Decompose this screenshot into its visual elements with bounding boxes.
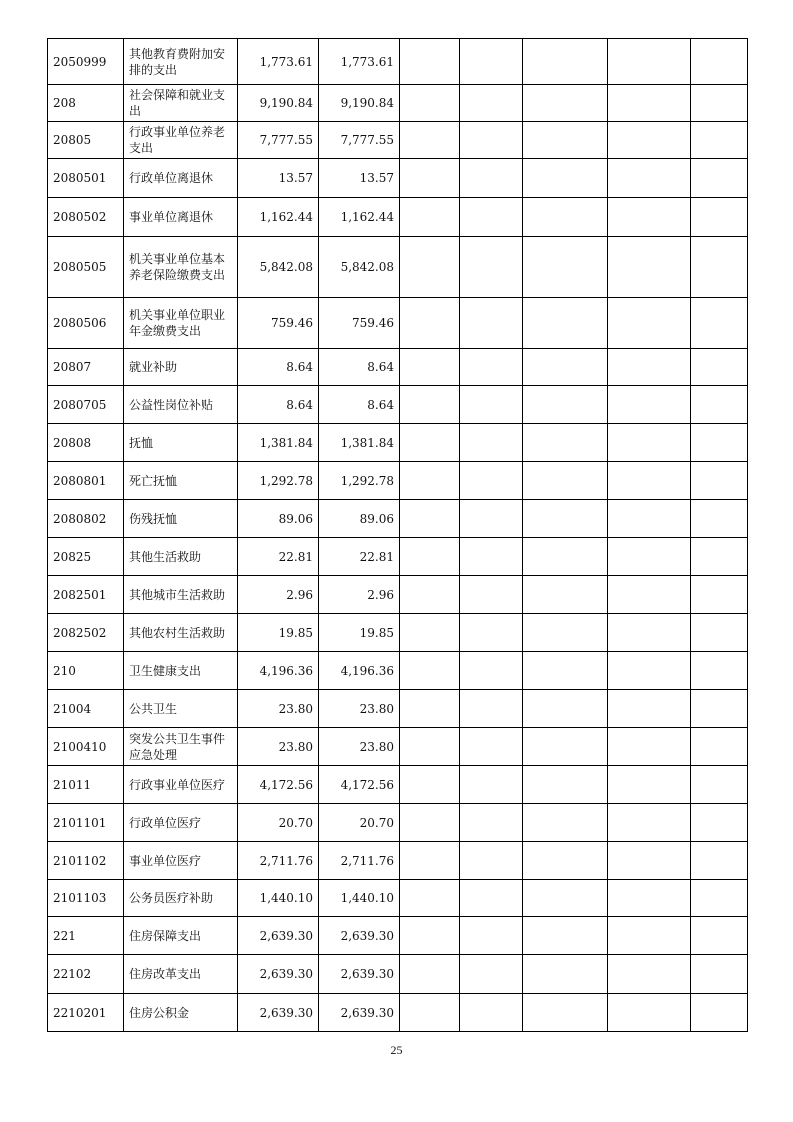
empty-cell xyxy=(460,349,523,386)
amount-total-cell: 2,639.30 xyxy=(238,994,319,1032)
amount-total-cell: 23.80 xyxy=(238,728,319,766)
amount-basic-cell: 23.80 xyxy=(319,728,400,766)
empty-cell xyxy=(691,917,748,955)
empty-cell xyxy=(691,690,748,728)
empty-cell xyxy=(460,462,523,500)
empty-cell xyxy=(460,880,523,917)
empty-cell xyxy=(691,538,748,576)
table-row xyxy=(48,917,748,955)
empty-cell xyxy=(608,85,691,122)
empty-cell xyxy=(608,576,691,614)
amount-basic-cell: 4,172.56 xyxy=(319,766,400,804)
budget-code-cell: 2082502 xyxy=(48,614,124,652)
empty-cell xyxy=(691,159,748,198)
empty-cell xyxy=(608,728,691,766)
empty-cell xyxy=(460,122,523,159)
amount-total-cell: 1,440.10 xyxy=(238,880,319,917)
empty-cell xyxy=(608,690,691,728)
budget-code-cell: 2100410 xyxy=(48,728,124,766)
budget-code-cell: 2080801 xyxy=(48,462,124,500)
empty-cell xyxy=(460,500,523,538)
empty-cell xyxy=(523,728,608,766)
empty-cell xyxy=(691,994,748,1032)
empty-cell xyxy=(460,917,523,955)
empty-cell xyxy=(608,766,691,804)
empty-cell xyxy=(691,955,748,994)
empty-cell xyxy=(691,386,748,424)
empty-cell xyxy=(691,85,748,122)
amount-total-cell: 759.46 xyxy=(238,298,319,349)
table-row xyxy=(48,652,748,690)
empty-cell xyxy=(400,728,460,766)
amount-total-cell: 1,381.84 xyxy=(238,424,319,462)
amount-basic-cell: 13.57 xyxy=(319,159,400,198)
table-row xyxy=(48,198,748,237)
empty-cell xyxy=(523,538,608,576)
empty-cell xyxy=(523,766,608,804)
amount-total-cell: 7,777.55 xyxy=(238,122,319,159)
empty-cell xyxy=(608,122,691,159)
item-name-cell: 机关事业单位基本养老保险缴费支出 xyxy=(124,237,238,298)
empty-cell xyxy=(691,424,748,462)
budget-code-cell: 2050999 xyxy=(48,39,124,85)
empty-cell xyxy=(523,652,608,690)
budget-code-cell: 21011 xyxy=(48,766,124,804)
budget-code-cell: 2080505 xyxy=(48,237,124,298)
amount-basic-cell: 1,162.44 xyxy=(319,198,400,237)
table-row xyxy=(48,614,748,652)
empty-cell xyxy=(608,198,691,237)
empty-cell xyxy=(400,538,460,576)
empty-cell xyxy=(523,298,608,349)
empty-cell xyxy=(608,955,691,994)
empty-cell xyxy=(400,159,460,198)
amount-total-cell: 19.85 xyxy=(238,614,319,652)
empty-cell xyxy=(460,85,523,122)
budget-code-cell: 20825 xyxy=(48,538,124,576)
empty-cell xyxy=(460,538,523,576)
empty-cell xyxy=(460,298,523,349)
table-body xyxy=(48,39,748,1032)
empty-cell xyxy=(460,198,523,237)
empty-cell xyxy=(691,349,748,386)
empty-cell xyxy=(691,728,748,766)
empty-cell xyxy=(523,576,608,614)
empty-cell xyxy=(608,994,691,1032)
amount-total-cell: 2,639.30 xyxy=(238,917,319,955)
amount-basic-cell: 759.46 xyxy=(319,298,400,349)
budget-code-cell: 2210201 xyxy=(48,994,124,1032)
empty-cell xyxy=(691,576,748,614)
item-name-cell: 机关事业单位职业年金缴费支出 xyxy=(124,298,238,349)
budget-code-cell: 208 xyxy=(48,85,124,122)
item-name-cell: 其他教育费附加安排的支出 xyxy=(124,39,238,85)
empty-cell xyxy=(523,349,608,386)
empty-cell xyxy=(523,690,608,728)
budget-code-cell: 2080501 xyxy=(48,159,124,198)
amount-total-cell: 2,639.30 xyxy=(238,955,319,994)
empty-cell xyxy=(523,994,608,1032)
item-name-cell: 事业单位医疗 xyxy=(124,842,238,880)
empty-cell xyxy=(608,159,691,198)
amount-total-cell: 13.57 xyxy=(238,159,319,198)
table-row xyxy=(48,690,748,728)
amount-total-cell: 1,773.61 xyxy=(238,39,319,85)
empty-cell xyxy=(460,576,523,614)
empty-cell xyxy=(523,462,608,500)
empty-cell xyxy=(608,39,691,85)
empty-cell xyxy=(608,842,691,880)
empty-cell xyxy=(400,349,460,386)
budget-code-cell: 2080705 xyxy=(48,386,124,424)
table-row xyxy=(48,538,748,576)
empty-cell xyxy=(400,198,460,237)
table-row xyxy=(48,804,748,842)
empty-cell xyxy=(523,955,608,994)
amount-total-cell: 1,162.44 xyxy=(238,198,319,237)
amount-basic-cell: 1,381.84 xyxy=(319,424,400,462)
empty-cell xyxy=(523,198,608,237)
empty-cell xyxy=(400,39,460,85)
empty-cell xyxy=(523,614,608,652)
amount-total-cell: 20.70 xyxy=(238,804,319,842)
empty-cell xyxy=(608,917,691,955)
empty-cell xyxy=(460,237,523,298)
budget-code-cell: 22102 xyxy=(48,955,124,994)
amount-basic-cell: 22.81 xyxy=(319,538,400,576)
empty-cell xyxy=(691,804,748,842)
empty-cell xyxy=(460,804,523,842)
table-row xyxy=(48,462,748,500)
table-row xyxy=(48,955,748,994)
amount-total-cell: 1,292.78 xyxy=(238,462,319,500)
empty-cell xyxy=(460,842,523,880)
amount-total-cell: 9,190.84 xyxy=(238,85,319,122)
empty-cell xyxy=(523,237,608,298)
table-row xyxy=(48,349,748,386)
empty-cell xyxy=(523,917,608,955)
empty-cell xyxy=(608,500,691,538)
empty-cell xyxy=(691,122,748,159)
budget-code-cell: 2101101 xyxy=(48,804,124,842)
amount-basic-cell: 1,440.10 xyxy=(319,880,400,917)
table-row xyxy=(48,39,748,85)
item-name-cell: 抚恤 xyxy=(124,424,238,462)
empty-cell xyxy=(608,386,691,424)
amount-basic-cell: 1,773.61 xyxy=(319,39,400,85)
item-name-cell: 死亡抚恤 xyxy=(124,462,238,500)
table-row xyxy=(48,994,748,1032)
amount-total-cell: 2,711.76 xyxy=(238,842,319,880)
amount-basic-cell: 2,639.30 xyxy=(319,917,400,955)
empty-cell xyxy=(691,198,748,237)
item-name-cell: 住房公积金 xyxy=(124,994,238,1032)
empty-cell xyxy=(400,842,460,880)
page-number: 25 xyxy=(390,1043,403,1057)
amount-total-cell: 8.64 xyxy=(238,349,319,386)
amount-basic-cell: 2,711.76 xyxy=(319,842,400,880)
empty-cell xyxy=(691,500,748,538)
item-name-cell: 其他农村生活救助 xyxy=(124,614,238,652)
empty-cell xyxy=(460,728,523,766)
empty-cell xyxy=(523,804,608,842)
amount-total-cell: 23.80 xyxy=(238,690,319,728)
empty-cell xyxy=(691,766,748,804)
empty-cell xyxy=(608,462,691,500)
budget-code-cell: 20805 xyxy=(48,122,124,159)
amount-total-cell: 89.06 xyxy=(238,500,319,538)
amount-total-cell: 22.81 xyxy=(238,538,319,576)
budget-code-cell: 20807 xyxy=(48,349,124,386)
budget-code-cell: 2080502 xyxy=(48,198,124,237)
empty-cell xyxy=(691,652,748,690)
empty-cell xyxy=(460,39,523,85)
item-name-cell: 卫生健康支出 xyxy=(124,652,238,690)
item-name-cell: 其他生活救助 xyxy=(124,538,238,576)
empty-cell xyxy=(523,386,608,424)
amount-basic-cell: 2,639.30 xyxy=(319,955,400,994)
empty-cell xyxy=(608,614,691,652)
empty-cell xyxy=(608,298,691,349)
budget-code-cell: 20808 xyxy=(48,424,124,462)
empty-cell xyxy=(400,766,460,804)
amount-basic-cell: 9,190.84 xyxy=(319,85,400,122)
item-name-cell: 行政单位离退休 xyxy=(124,159,238,198)
empty-cell xyxy=(460,690,523,728)
empty-cell xyxy=(400,424,460,462)
empty-cell xyxy=(400,500,460,538)
empty-cell xyxy=(523,880,608,917)
table-row xyxy=(48,386,748,424)
item-name-cell: 公务员医疗补助 xyxy=(124,880,238,917)
table-row xyxy=(48,842,748,880)
amount-total-cell: 4,172.56 xyxy=(238,766,319,804)
empty-cell xyxy=(691,614,748,652)
empty-cell xyxy=(460,652,523,690)
amount-total-cell: 4,196.36 xyxy=(238,652,319,690)
empty-cell xyxy=(400,955,460,994)
empty-cell xyxy=(608,652,691,690)
item-name-cell: 住房改革支出 xyxy=(124,955,238,994)
table-row xyxy=(48,500,748,538)
amount-basic-cell: 7,777.55 xyxy=(319,122,400,159)
empty-cell xyxy=(608,880,691,917)
item-name-cell: 伤残抚恤 xyxy=(124,500,238,538)
table-row xyxy=(48,880,748,917)
empty-cell xyxy=(523,159,608,198)
table-row xyxy=(48,298,748,349)
table-row xyxy=(48,85,748,122)
empty-cell xyxy=(523,39,608,85)
empty-cell xyxy=(460,424,523,462)
empty-cell xyxy=(608,424,691,462)
empty-cell xyxy=(460,614,523,652)
empty-cell xyxy=(608,538,691,576)
amount-total-cell: 2.96 xyxy=(238,576,319,614)
budget-code-cell: 2080802 xyxy=(48,500,124,538)
amount-basic-cell: 1,292.78 xyxy=(319,462,400,500)
empty-cell xyxy=(523,122,608,159)
amount-basic-cell: 8.64 xyxy=(319,349,400,386)
item-name-cell: 行政单位医疗 xyxy=(124,804,238,842)
item-name-cell: 住房保障支出 xyxy=(124,917,238,955)
empty-cell xyxy=(400,237,460,298)
empty-cell xyxy=(400,690,460,728)
empty-cell xyxy=(460,766,523,804)
item-name-cell: 事业单位离退休 xyxy=(124,198,238,237)
empty-cell xyxy=(400,880,460,917)
empty-cell xyxy=(691,39,748,85)
item-name-cell: 公益性岗位补贴 xyxy=(124,386,238,424)
item-name-cell: 公共卫生 xyxy=(124,690,238,728)
budget-code-cell: 210 xyxy=(48,652,124,690)
table-row xyxy=(48,424,748,462)
amount-basic-cell: 2,639.30 xyxy=(319,994,400,1032)
empty-cell xyxy=(400,122,460,159)
empty-cell xyxy=(400,85,460,122)
budget-code-cell: 2101103 xyxy=(48,880,124,917)
empty-cell xyxy=(400,994,460,1032)
table-row xyxy=(48,728,748,766)
amount-basic-cell: 20.70 xyxy=(319,804,400,842)
empty-cell xyxy=(400,386,460,424)
empty-cell xyxy=(400,298,460,349)
item-name-cell: 社会保障和就业支出 xyxy=(124,85,238,122)
empty-cell xyxy=(523,842,608,880)
item-name-cell: 就业补助 xyxy=(124,349,238,386)
table-row xyxy=(48,576,748,614)
amount-basic-cell: 5,842.08 xyxy=(319,237,400,298)
empty-cell xyxy=(400,576,460,614)
empty-cell xyxy=(460,994,523,1032)
empty-cell xyxy=(691,842,748,880)
empty-cell xyxy=(523,500,608,538)
table-row xyxy=(48,237,748,298)
amount-basic-cell: 19.85 xyxy=(319,614,400,652)
empty-cell xyxy=(400,462,460,500)
empty-cell xyxy=(691,462,748,500)
empty-cell xyxy=(608,237,691,298)
table-row xyxy=(48,159,748,198)
empty-cell xyxy=(691,880,748,917)
amount-basic-cell: 4,196.36 xyxy=(319,652,400,690)
expenditure-table xyxy=(47,38,748,1032)
budget-code-cell: 2080506 xyxy=(48,298,124,349)
empty-cell xyxy=(400,652,460,690)
empty-cell xyxy=(691,237,748,298)
empty-cell xyxy=(523,424,608,462)
amount-basic-cell: 8.64 xyxy=(319,386,400,424)
amount-total-cell: 8.64 xyxy=(238,386,319,424)
item-name-cell: 其他城市生活救助 xyxy=(124,576,238,614)
amount-basic-cell: 2.96 xyxy=(319,576,400,614)
item-name-cell: 行政事业单位养老支出 xyxy=(124,122,238,159)
empty-cell xyxy=(400,614,460,652)
empty-cell xyxy=(460,955,523,994)
empty-cell xyxy=(608,349,691,386)
empty-cell xyxy=(400,804,460,842)
table-row xyxy=(48,122,748,159)
item-name-cell: 突发公共卫生事件应急处理 xyxy=(124,728,238,766)
empty-cell xyxy=(608,804,691,842)
empty-cell xyxy=(400,917,460,955)
amount-basic-cell: 89.06 xyxy=(319,500,400,538)
item-name-cell: 行政事业单位医疗 xyxy=(124,766,238,804)
budget-code-cell: 221 xyxy=(48,917,124,955)
table-row xyxy=(48,766,748,804)
budget-code-cell: 2101102 xyxy=(48,842,124,880)
empty-cell xyxy=(460,159,523,198)
budget-code-cell: 2082501 xyxy=(48,576,124,614)
empty-cell xyxy=(523,85,608,122)
budget-code-cell: 21004 xyxy=(48,690,124,728)
amount-basic-cell: 23.80 xyxy=(319,690,400,728)
empty-cell xyxy=(691,298,748,349)
amount-total-cell: 5,842.08 xyxy=(238,237,319,298)
empty-cell xyxy=(460,386,523,424)
